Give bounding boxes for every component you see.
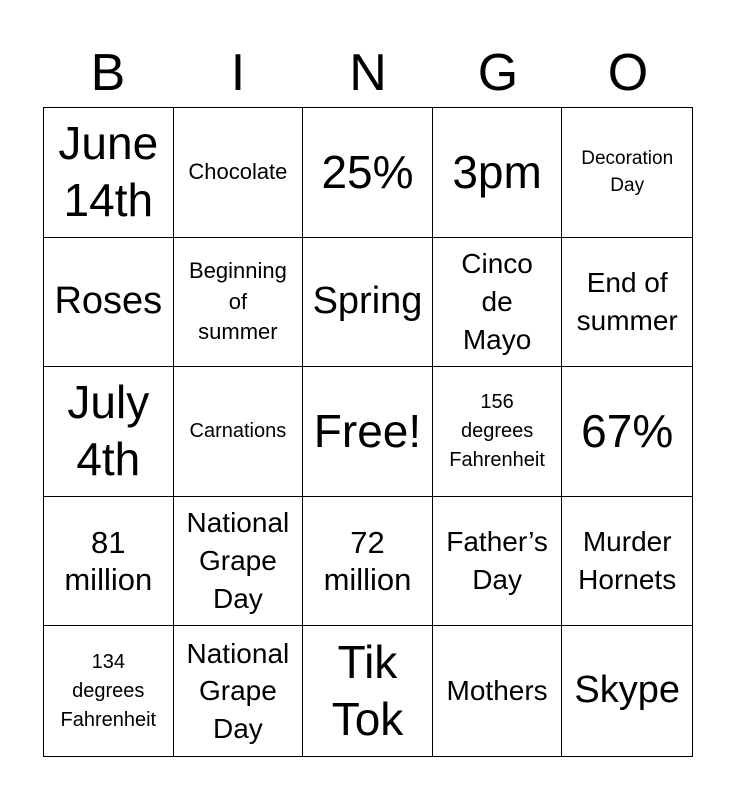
- bingo-cell[interactable]: 3pm: [433, 108, 563, 238]
- bingo-cell[interactable]: Beginning of summer: [174, 238, 304, 368]
- bingo-header: [43, 40, 693, 108]
- header-letter-i: I: [230, 44, 246, 102]
- free-space-cell[interactable]: Free!: [303, 367, 433, 497]
- header-letter-g: G: [477, 44, 519, 102]
- bingo-cell[interactable]: Spring: [303, 238, 433, 368]
- bingo-cell[interactable]: 156 degrees Fahrenheit: [433, 367, 563, 497]
- header-letter-b: B: [90, 44, 126, 102]
- bingo-cell[interactable]: Mothers: [433, 626, 563, 756]
- bingo-cell[interactable]: Chocolate: [174, 108, 304, 238]
- bingo-cell[interactable]: National Grape Day: [174, 497, 304, 627]
- bingo-cell[interactable]: Tik Tok: [303, 626, 433, 756]
- bingo-cell[interactable]: Decoration Day: [562, 108, 692, 238]
- bingo-cell[interactable]: July 4th: [44, 367, 174, 497]
- header-letter-o: O: [607, 44, 649, 102]
- bingo-cell[interactable]: Skype: [574, 669, 680, 712]
- bingo-cell[interactable]: Carnations: [174, 367, 304, 497]
- bingo-cell[interactable]: June 14th: [44, 108, 174, 238]
- bingo-cell[interactable]: 134 degrees Fahrenheit: [44, 626, 174, 756]
- bingo-cell[interactable]: Father’s Day: [433, 497, 563, 627]
- bingo-cell[interactable]: 67%: [562, 367, 692, 497]
- bingo-board: [43, 107, 693, 757]
- bingo-cell[interactable]: Roses: [44, 238, 174, 368]
- bingo-cell[interactable]: 25%: [303, 108, 433, 238]
- bingo-cell[interactable]: Murder Hornets: [562, 497, 692, 627]
- bingo-cell[interactable]: 72 million: [303, 497, 433, 627]
- header-letter-n: N: [349, 44, 387, 102]
- bingo-cell[interactable]: End of summer: [562, 238, 692, 368]
- bingo-cell[interactable]: Cinco de Mayo: [433, 238, 563, 368]
- bingo-cell[interactable]: 81 million: [44, 497, 174, 627]
- bingo-cell[interactable]: National Grape Day: [174, 626, 304, 756]
